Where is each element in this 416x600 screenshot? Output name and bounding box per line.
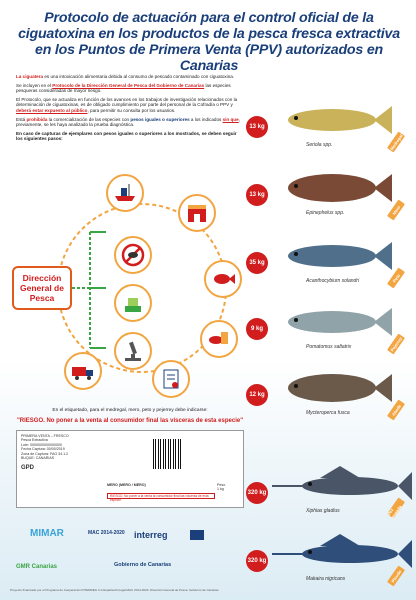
sample-label-ticket: [16, 430, 244, 508]
fish-item: [246, 96, 414, 152]
fish-item: [246, 530, 414, 586]
weight-badge: 320 kg: [246, 550, 268, 572]
building-icon: [184, 200, 210, 226]
riesgo-warning: "RIESGO. No poner a la venta al consumidor final las vísceras de esta especie": [16, 418, 244, 424]
sample-icon: [206, 326, 232, 352]
hub-direccion-general-pesca: Dirección General de Pesca: [12, 266, 72, 310]
common-name-tag: Pez espada: [387, 498, 405, 519]
label-instruction: En el etiquetado, para el medregal, mero, peto y pejerrey debe indicarse:: [52, 408, 208, 413]
species-name: Acanthocybium solandri: [306, 278, 360, 284]
prohibited-icon: [120, 242, 146, 268]
mac-logo: MAC 2014-2020: [88, 530, 125, 536]
step-scale: [114, 284, 152, 322]
fish-item: [246, 364, 414, 420]
qr-code: [153, 439, 183, 469]
fish-species-list: [246, 96, 414, 586]
weight-badge: 13 kg: [246, 184, 268, 206]
intro-paragraph-1: La ciguatera es una intoxicación alimentaria debida al consumo de pescado contaminado con ciguatoxina.: [16, 74, 235, 79]
fish-icon: [270, 534, 412, 574]
step-results: [152, 360, 190, 398]
common-name-tag: Medregal: [388, 133, 404, 151]
step-transport: [64, 352, 102, 390]
ticket-left-column: PRIMERA VENTA – FRESCO Pesca Extractiva Lote: 0000000000000000 Fecha Captura: 00/00/2019 Zona de Captura: FAO 34.1.2 BUQUE: CANARIAS GPD: [21, 434, 69, 472]
common-name-tag: Pejerrey: [387, 334, 405, 355]
intro-text: [16, 74, 244, 145]
ticket-species: MERO (MERO / MERO): [107, 483, 146, 487]
fish-item: [246, 164, 414, 220]
step-sample: [200, 320, 238, 358]
scale-icon: [120, 290, 146, 316]
boat-icon: [112, 180, 138, 206]
species-name: Xiphias gladius: [306, 508, 340, 514]
fish-icon: [270, 168, 412, 208]
species-name: Seriola spp.: [306, 142, 333, 148]
species-name: Pomatomus saltatrix: [306, 344, 352, 350]
fish-item: [246, 232, 414, 288]
intro-paragraph-2: Se incluyen en el Protocolo de la Dirección General de Pesca del Gobierno de Canarias las especies pesqueras consideradas de mayor riesgo.: [16, 82, 231, 94]
fish-item: [246, 298, 414, 354]
fish-icon: [270, 100, 412, 140]
gmr-logo: GMR Canarias: [16, 564, 58, 570]
species-name: Makaira nigricans: [306, 576, 346, 582]
gobierno-canarias-logo: Gobierno de Canarias: [114, 562, 172, 568]
weight-badge: 320 kg: [246, 482, 268, 504]
microscope-icon: [120, 338, 146, 364]
species-name: Mycteroperca fusca: [306, 410, 350, 416]
weight-badge: 35 kg: [246, 252, 268, 274]
fish-icon: [270, 302, 412, 342]
document-icon: [158, 366, 184, 392]
protocol-flow-diagram: [10, 172, 242, 402]
weight-badge: 12 kg: [246, 384, 268, 406]
page-title: Protocolo de actuación para el control oficial de la ciguatoxina en los productos de la pesca fresca extractiva en los Puntos de Primera Venta (PPV) autorizados en Canarias: [18, 10, 400, 74]
truck-icon: [70, 358, 96, 384]
ticket-weight: Peso 1 kg: [217, 483, 226, 492]
step-laboratory: [114, 332, 152, 370]
step-weigh-fish: [204, 260, 242, 298]
intro-paragraph-3: El Protocolo, que se actualiza en función de los avances en los trabajos de investigación relacionados con la determinación de ciguatoxinas, es de obligado cumplimiento por parte del personal de la Cofradía o PPV y deberá estar expuesto al público, para permitir su consulta por los usuarios.: [16, 96, 238, 113]
fish-icon: [270, 236, 412, 276]
weight-badge: 9 kg: [246, 318, 268, 340]
fish-item: [246, 462, 414, 518]
common-name-tag: Picudo: [387, 566, 405, 587]
intro-paragraph-5: En caso de capturas de ejemplares con pesos iguales o superiores a los mostrados, se deben seguir los siguientes pasos:: [16, 130, 237, 142]
eu-flag-icon: [190, 530, 204, 540]
protocol-link[interactable]: Protocolo de la Dirección General de Pesca del Gobierno de Canarias: [52, 82, 205, 88]
step-no-sale: [114, 236, 152, 274]
footer-text: Proyecto financiado por el Programa de Cooperación INTERREG V-A España-Portugal MAC 2014-2020. Dirección General de Pesca. Gobierno de Canarias.: [10, 588, 220, 592]
mimar-logo: MIMAR: [30, 528, 64, 539]
sponsor-logos: [14, 524, 246, 584]
weight-badge: 13 kg: [246, 116, 268, 138]
step-ppv-building: [178, 194, 216, 232]
fish-icon: [210, 266, 236, 292]
common-name-tag: Mero: [387, 200, 405, 221]
species-name: Epinephelus spp.: [306, 210, 345, 216]
interreg-logo: interreg: [134, 530, 168, 540]
common-name-tag: Abade: [387, 400, 405, 421]
intro-paragraph-4: Está prohibida la comercialización de las especies con pesos iguales o superiores a los indicados sin que, previamente, se les haya analizado la prueba diagnóstica.: [16, 116, 240, 128]
ticket-riesgo-box: RIESGO. No poner a la venta al consumidor final las vísceras de esta especie: [107, 493, 215, 499]
fish-icon: [270, 368, 412, 408]
fish-icon: [270, 466, 412, 506]
step-boat-catch: [106, 174, 144, 212]
common-name-tag: Peto: [387, 268, 405, 289]
